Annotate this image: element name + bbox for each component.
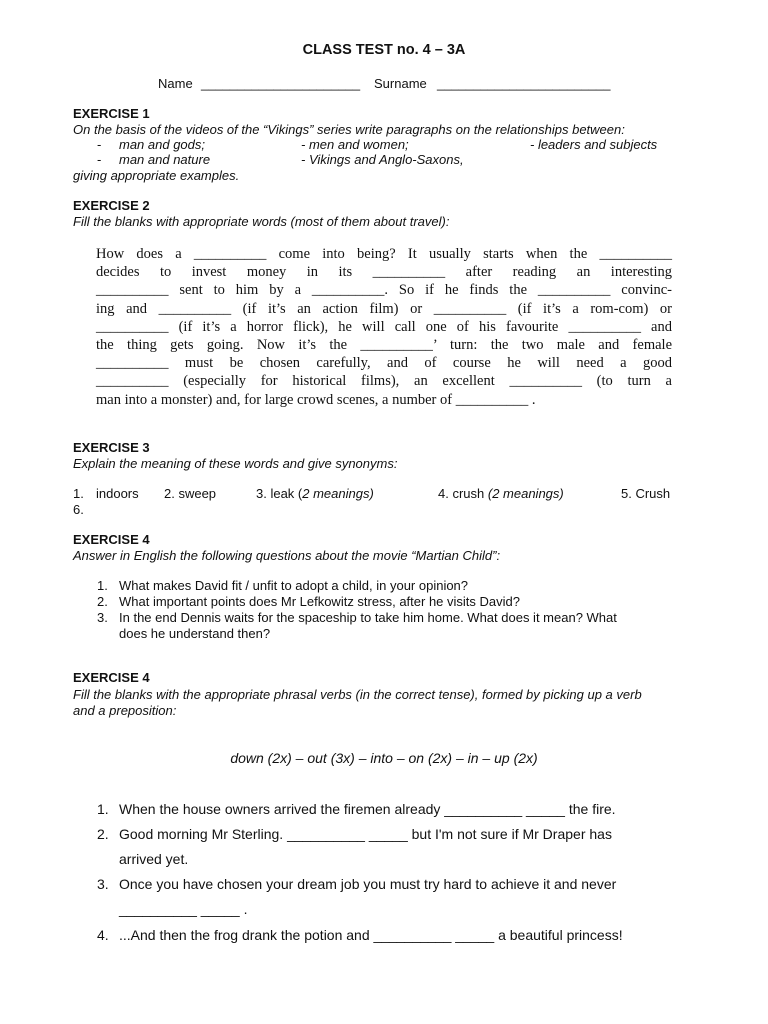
exercise-1-heading: EXERCISE 1: [73, 106, 150, 121]
exercise-4-heading: EXERCISE 4: [73, 532, 150, 547]
exercise-2-cloze-paragraph: [96, 245, 672, 409]
cloze-line: __________ sent to him by a __________. So if he finds the __________ convinc-: [96, 282, 672, 299]
sentence-number: 1.: [97, 801, 109, 817]
exercise-5-instruction-line-2: and a preposition:: [73, 703, 177, 718]
question-3-line-1: In the end Dennis waits for the spaceship to take him home. What does it mean? What: [119, 610, 617, 625]
topic-vikings-and-anglo-saxons: - Vikings and Anglo-Saxons,: [301, 152, 464, 167]
exercise-2-heading: EXERCISE 2: [73, 198, 150, 213]
surname-blank: ________________________: [437, 76, 611, 91]
exercise-5-heading: EXERCISE 4: [73, 670, 150, 685]
topic-men-and-women: - men and women;: [301, 137, 409, 152]
cloze-line: __________ (especially for historical films), an excellent __________ (to turn a: [96, 373, 672, 390]
word-crush-label: 4. crush: [438, 486, 488, 501]
sentence-4: ...And then the frog drank the potion and __________ _____ a beautiful princess!: [119, 927, 623, 943]
cloze-line: __________ must be chosen carefully, and of course he will need a good: [96, 355, 672, 372]
question-number: 2.: [97, 594, 108, 609]
cloze-line: How does a __________ come into being? It usually starts when the __________: [96, 246, 672, 262]
question-2: What important points does Mr Lefkowitz stress, after he visits David?: [119, 594, 520, 609]
word-item-number: 1.: [73, 486, 84, 501]
cloze-line: ing and __________ (if it’s an action film) or __________ (if it’s a rom-com) or: [96, 300, 672, 317]
phrasal-word-bank: down (2x) – out (3x) – into – on (2x) – in – up (2x): [230, 750, 538, 766]
word-item-indoors: indoors: [96, 486, 139, 501]
topic-leaders-and-subjects: - leaders and subjects: [530, 137, 658, 152]
exercise-4-instruction: Answer in English the following questions about the movie “Martian Child”:: [73, 548, 501, 563]
exercise-1-instruction: On the basis of the videos of the “Vikings” series write paragraphs on the relationships between:: [73, 122, 625, 137]
word-item-6: 6.: [73, 502, 84, 517]
bullet-dash: -: [97, 137, 102, 152]
topic-man-and-nature: man and nature: [119, 152, 211, 167]
name-label: Name: [158, 76, 193, 91]
name-blank: ______________________: [201, 76, 361, 91]
question-1: What makes David fit / unfit to adopt a child, in your opinion?: [119, 578, 469, 593]
word-item-sweep: 2. sweep: [164, 486, 217, 501]
cloze-line: decides to invest money in its __________ after reading an interesting: [96, 264, 672, 281]
sentence-number: 4.: [97, 927, 109, 943]
word-crush-note: (2 meanings): [487, 486, 564, 501]
question-3-line-2: does he understand then?: [119, 626, 271, 641]
cloze-line: the thing gets going. Now it’s the __________’ turn: the two male and female: [96, 337, 672, 354]
topic-man-and-gods: man and gods;: [119, 137, 206, 152]
exercise-3-heading: EXERCISE 3: [73, 440, 150, 455]
exercise-1-closing: giving appropriate examples.: [73, 168, 240, 183]
sentence-1: When the house owners arrived the firemen already __________ _____ the fire.: [119, 801, 616, 817]
cloze-line: man into a monster) and, for large crowd scenes, a number of __________ .: [96, 391, 536, 408]
word-item-leak: [256, 486, 374, 501]
cloze-line: __________ (if it’s a horror flick), he will call one of his favourite __________ and: [96, 318, 672, 335]
sentence-number: 2.: [97, 826, 109, 842]
exercise-2-instruction: Fill the blanks with appropriate words (most of them about travel):: [73, 214, 450, 229]
word-leak-note: 2 meanings): [302, 486, 374, 501]
bullet-dash: -: [97, 152, 102, 167]
sentence-3-line-2: __________ _____ .: [119, 901, 248, 917]
sentence-2-line-2: arrived yet.: [119, 851, 189, 867]
word-leak-label: 3. leak (: [256, 486, 303, 501]
question-number: 3.: [97, 610, 108, 625]
page-title: CLASS TEST no. 4 – 3A: [302, 42, 466, 58]
surname-label: Surname: [374, 76, 427, 91]
exercise-5-instruction-line-1: Fill the blanks with the appropriate phrasal verbs (in the correct tense), formed by picking up a verb: [73, 687, 642, 702]
exercise-3-instruction: Explain the meaning of these words and give synonyms:: [73, 456, 398, 471]
question-number: 1.: [97, 578, 108, 593]
word-item-crush: [438, 486, 564, 501]
sentence-2-line-1: Good morning Mr Sterling. __________ _____ but I'm not sure if Mr Draper has: [119, 826, 612, 842]
sentence-number: 3.: [97, 876, 109, 892]
sentence-3-line-1: Once you have chosen your dream job you must try hard to achieve it and never: [119, 876, 617, 892]
word-item-crush-capital: 5. Crush: [621, 486, 671, 501]
